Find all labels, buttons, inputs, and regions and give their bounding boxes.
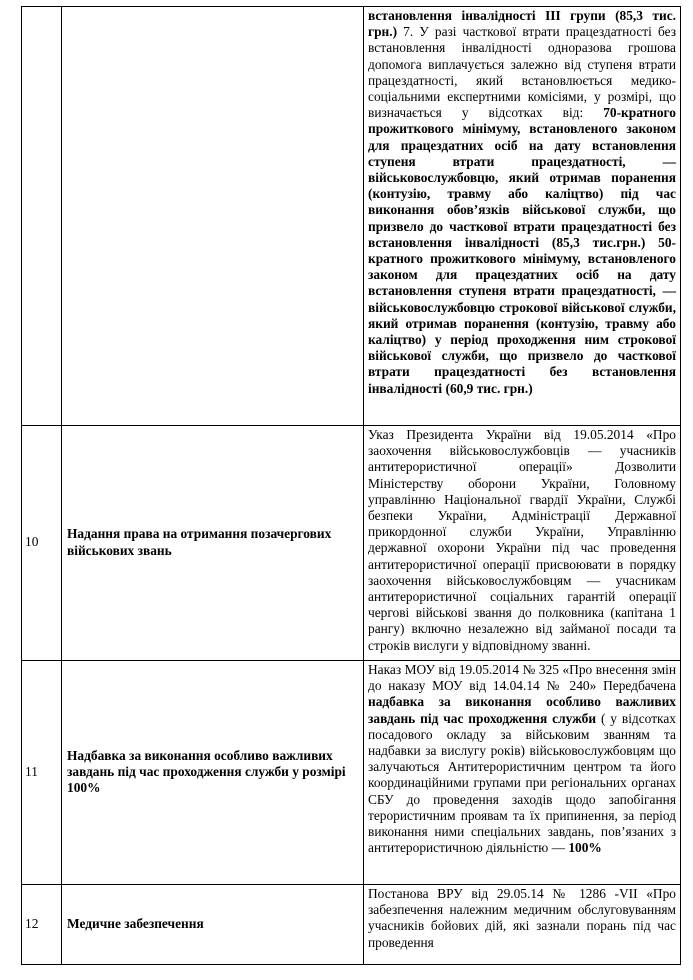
text-run: 7. У разі часткової втрати працездатності без встановлення інвалідності одноразова грошова допомога виплачується залежно від ступеня втрати працездатності, який встановлюється медико-соціальними експертними комісіями, у розмірі, що визначається у відсотках від: (368, 24, 676, 121)
row-title: Надання права на отримання позачергових військових звань (62, 426, 364, 661)
table-row (22, 661, 681, 885)
text-run: 70-кратного прожиткового мінімуму, встановленого законом для працездатних осіб на дату встановлення ступеня втрати працездатності, — військовослужбовцю, який отримав поранення (контузію, травму або каліцтво) під час виконання обов’язків військової служби, що призвело до часткової втрати працездатності без встановлення інвалідності (85,3 тис.грн.) 50-кратного прожиткового мінімуму, встановленого законом для працездатних осіб на дату встановлення ступеня втрати працездатності, — військовослужбовцю строкової військової служби, який отримав поранення (контузію, травму або каліцтво) у період проходження ним строкової військової служби, що призвело до часткової втрати працездатності без встановлення інвалідності (60,9 тис. грн.) (368, 105, 676, 396)
text-run: 100% (568, 840, 602, 856)
text-run: Наказ МОУ від 19.05.2014 № 325 «Про внесення змін до наказу МОУ від 14.04.14 № 240» Передбачена (368, 662, 676, 694)
table-row (22, 426, 681, 661)
row-description (364, 7, 681, 426)
text-run: Указ Президента України від 19.05.2014 «Про заохочення військовослужбовців — учасників антитерористичної операції» Дозволити Міністерству оборони України, Головному управлінню Національної гвардії України, Службі безпеки України, Адміністрації Державної прикордонної служби України, Управлінню державної охорони України під час проведення антитерористичної операції присвоювати в порядку заохочення військовослужбовцям — учасникам антитерористичної соціальних гарантій операції чергові військові звання до полковника (капітана 1 рангу) включно незалежно від займаної посади та строків вислуги у відповідному званні. (368, 427, 676, 653)
row-number (22, 7, 62, 426)
benefits-table (21, 6, 681, 965)
row-title (62, 7, 364, 426)
row-number: 12 (22, 885, 62, 965)
table-row (22, 885, 681, 965)
row-number: 11 (22, 661, 62, 885)
row-description (364, 885, 681, 965)
row-description (364, 426, 681, 661)
text-run: ( у відсотках посадового окладу за військовим званням та надбавки за вислугу років) військовослужбовцям що залучаються Антитерористичним центром та його координаційними групами при регіональних органах СБУ до проведення заходів щодо запобігання терористичним проявам та їх припинення, за період виконання ними спеціальних завдань, пов’язаних з антитерористичною діяльністю — (368, 710, 676, 856)
row-number: 10 (22, 426, 62, 661)
row-description (364, 661, 681, 885)
row-title: Медичне забезпечення (62, 885, 364, 965)
text-run: надбавка за виконання особливо важливих завдань під час проходження служби (368, 694, 676, 726)
text-run: Постанова ВРУ від 29.05.14 № 1286 -VII «Про забезпечення належним медичним обслуговуванням учасників бойових дій, які зазнали порань під час проведення (368, 886, 676, 950)
table-row (22, 7, 681, 426)
text-run: встановлення інвалідності ІІІ групи (85,3 тис. грн.) (368, 8, 676, 40)
row-title: Надбавка за виконання особливо важливих завдань під час проходження служби у розмірі 100% (62, 661, 364, 885)
